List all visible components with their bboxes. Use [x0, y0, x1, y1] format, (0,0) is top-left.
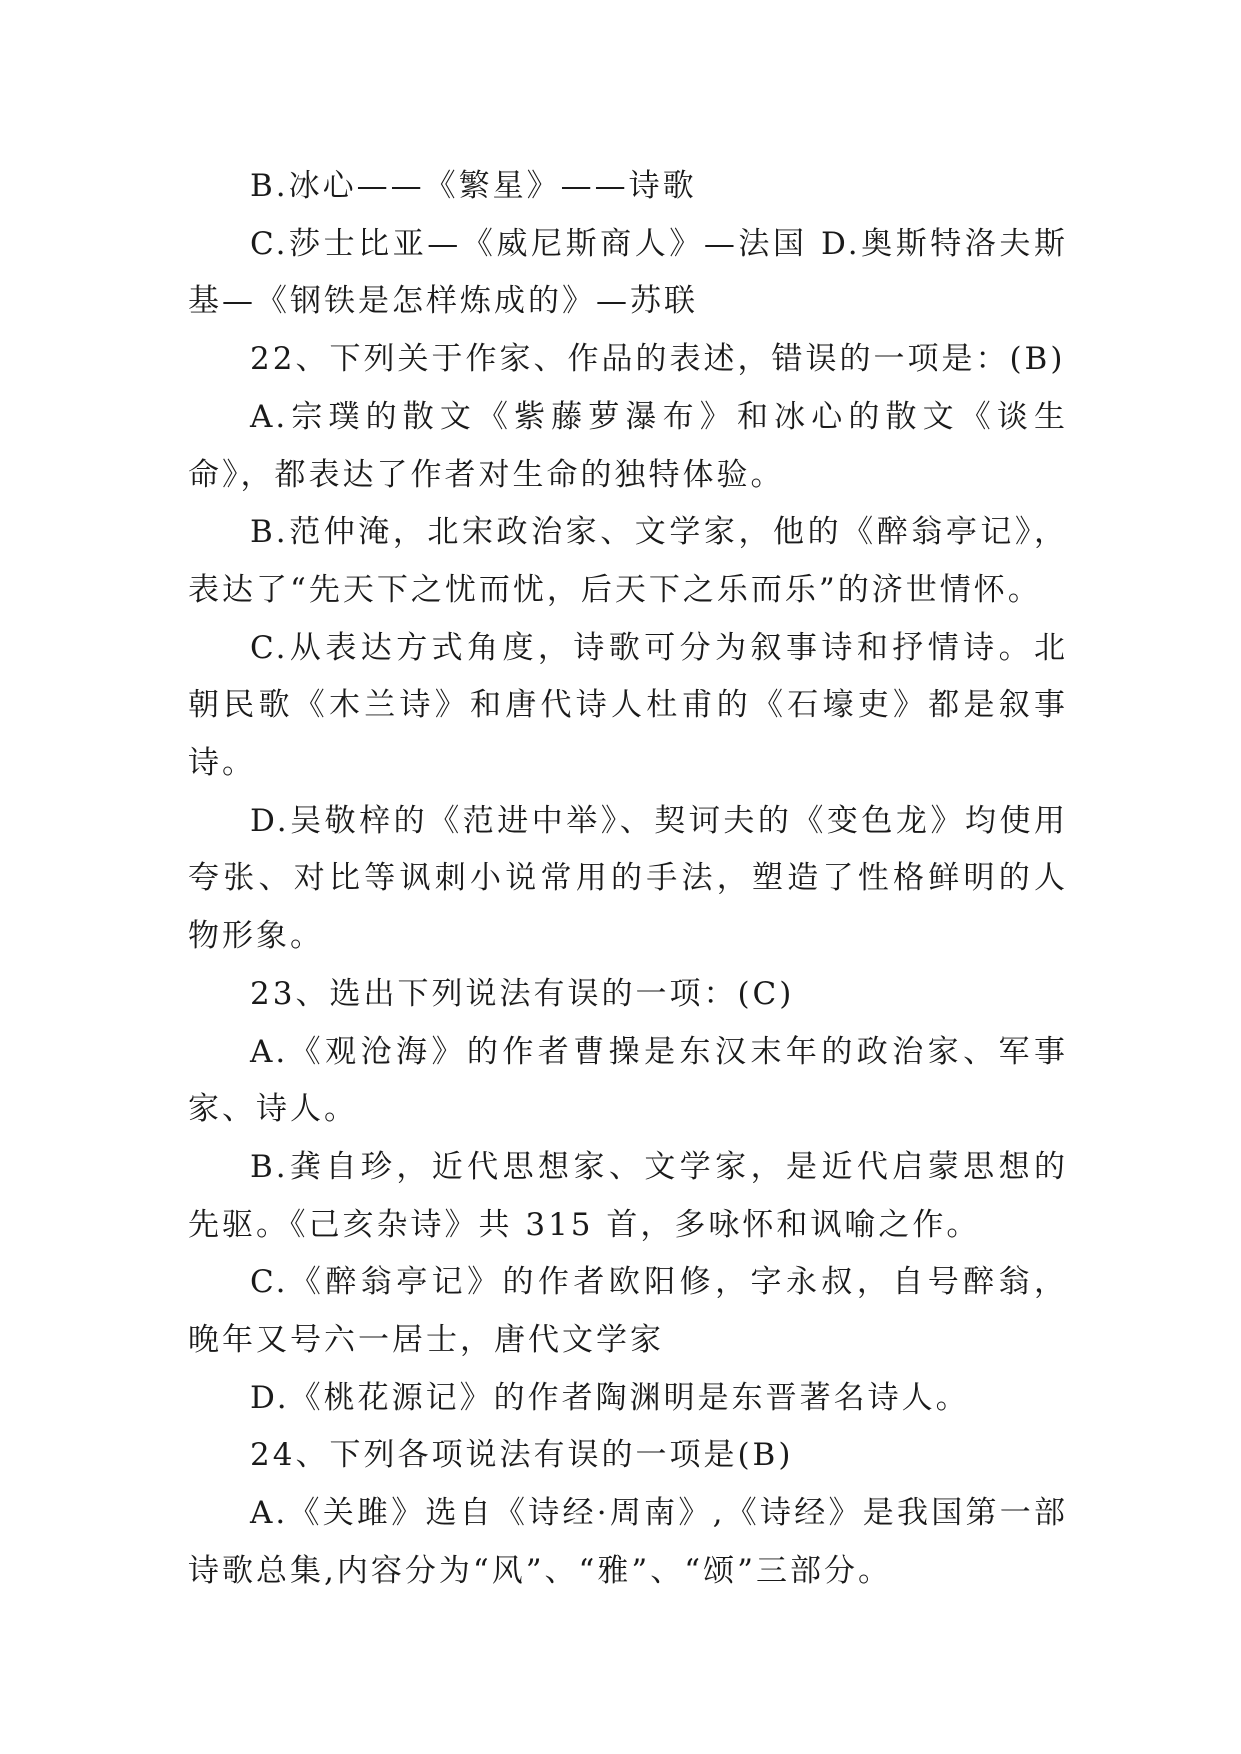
q22-option-a: A.宗璞的散文《紫藤萝瀑布》和冰心的散文《谈生命》，都表达了作者对生命的独特体验。 — [188, 398, 1068, 493]
q23-option-a: A.《观沧海》的作者曹操是东汉末年的政治家、军事家、诗人。 — [188, 1033, 1068, 1128]
q23-option-b: B.龚自珍，近代思想家、文学家，是近代启蒙思想的先驱。《己亥杂诗》共 315 首，多咏怀和讽喻之作。 — [188, 1148, 1068, 1243]
q23-option-c: C.《醉翁亭记》的作者欧阳修，字永叔，自号醉翁，晚年又号六一居士，唐代文学家 — [188, 1264, 1068, 1359]
q24-option-a: A.《关雎》选自《诗经·周南》,《诗经》是我国第一部诗歌总集,内容分为“风”、“雅”、“颂”三部分。 — [188, 1495, 1068, 1589]
q22-option-c: C.从表达方式角度，诗歌可分为叙事诗和抒情诗。北朝民歌《木兰诗》和唐代诗人杜甫的《石壕吏》都是叙事诗。 — [188, 629, 1068, 782]
q22-option-d: D.吴敬梓的《范进中举》、契诃夫的《变色龙》均使用夸张、对比等讽刺小说常用的手法，塑造了性格鲜明的人物形象。 — [188, 802, 1068, 955]
question-23: 23、选出下列说法有误的一项：(C) — [250, 975, 795, 1012]
document-body — [188, 158, 1068, 1601]
q22-option-b: B.范仲淹，北宋政治家、文学家，他的《醉翁亭记》，表达了“先天下之忧而忧，后天下之乐而乐”的济世情怀。 — [188, 514, 1068, 608]
option-c-d-shakespeare-ostrovsky: C.莎士比亚—《威尼斯商人》—法国 D.奥斯特洛夫斯基—《钢铁是怎样炼成的》—苏联 — [188, 225, 1068, 320]
option-b-bingxin: B.冰心——《繁星》——诗歌 — [250, 168, 697, 204]
question-22: 22、下列关于作家、作品的表述，错误的一项是：(B) — [250, 341, 1066, 378]
q23-option-d: D.《桃花源记》的作者陶渊明是东晋著名诗人。 — [250, 1379, 970, 1416]
question-24: 24、下列各项说法有误的一项是(B) — [250, 1437, 794, 1474]
